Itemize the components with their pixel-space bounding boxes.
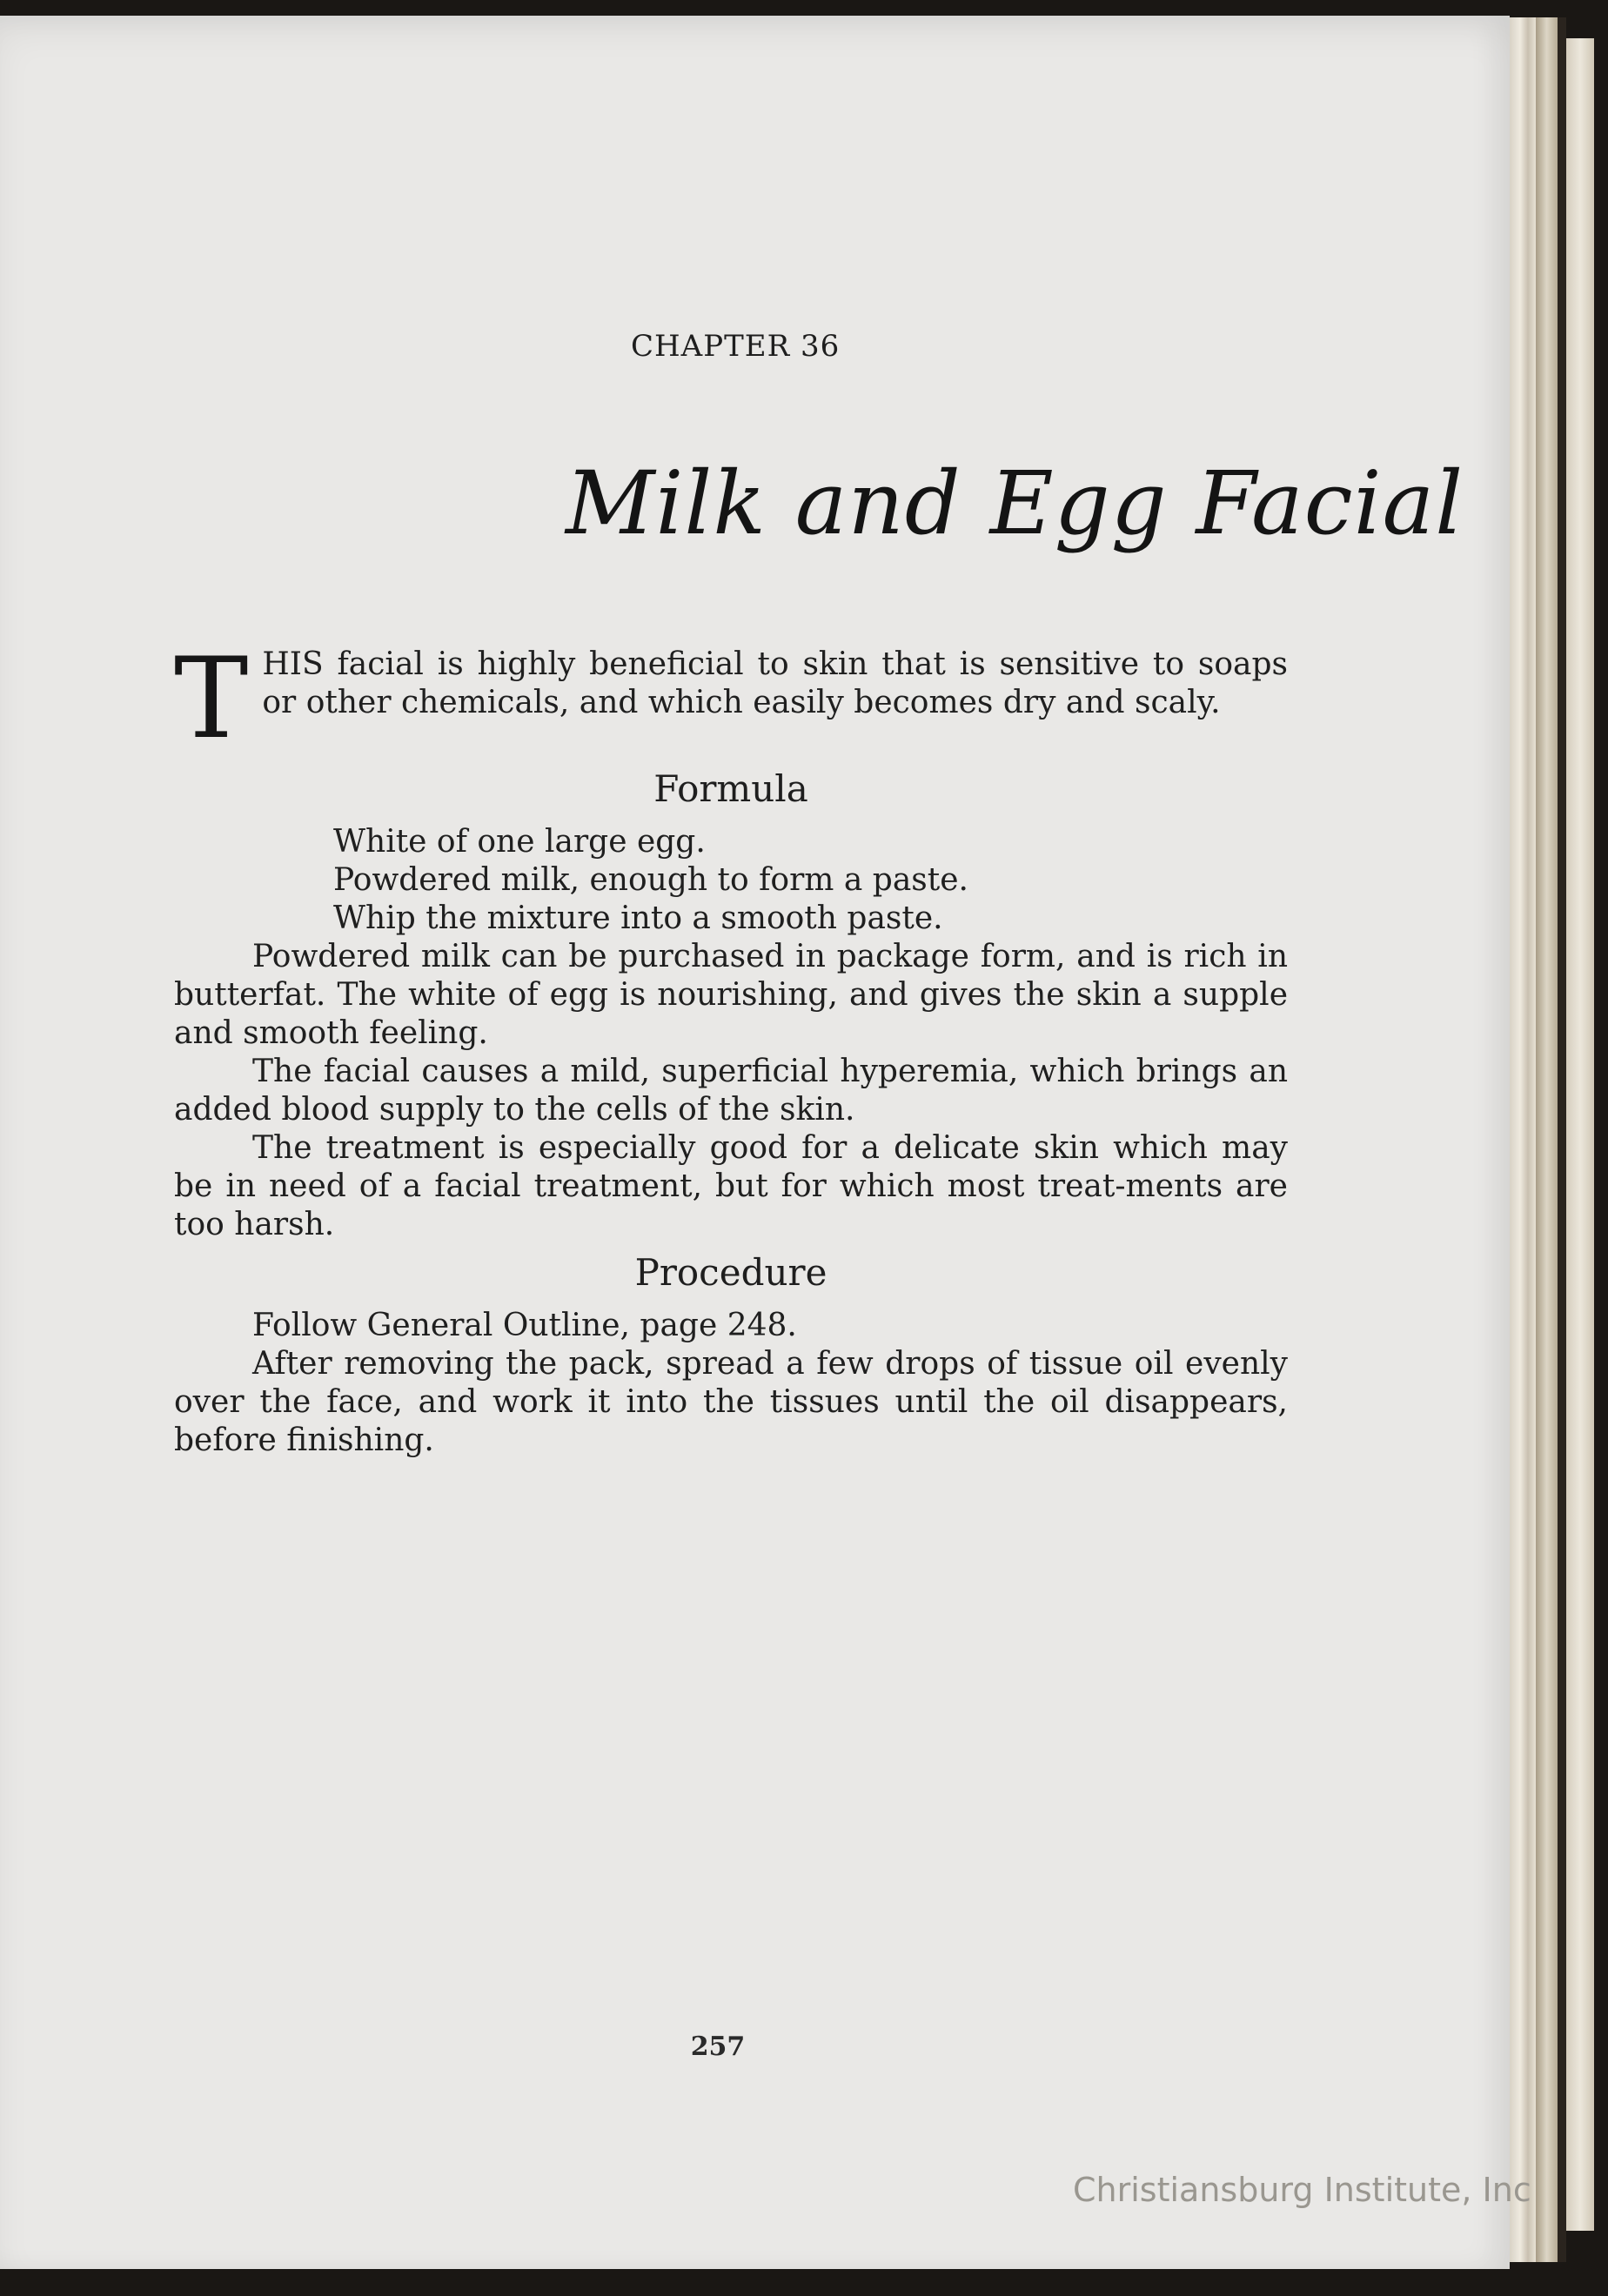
page-edges (1510, 17, 1536, 2262)
formula-item: Whip the mixture into a smooth paste. (333, 900, 943, 936)
procedure-paragraph: Follow General Outline, page 248. (252, 1308, 797, 1343)
binding-gap (1558, 17, 1566, 2262)
watermark-text: Christiansburg Institute, Inc (1073, 2171, 1531, 2209)
formula-item: White of one large egg. (333, 824, 706, 860)
intro-text: HIS facial is highly beneficial to skin that is sensitive to soaps or other chemicals, and which easily becomes dry and scaly. (262, 646, 1288, 720)
formula-section (174, 823, 1288, 1244)
page-number: 257 (690, 2032, 746, 2062)
formula-paragraph: The treatment is especially good for a delicate skin which may be in need of a facial treatment, but for which most treat-ments are too harsh. (174, 1130, 1288, 1242)
procedure-section (174, 1307, 1288, 1460)
page-edges (1536, 17, 1558, 2262)
chapter-label: CHAPTER 36 (631, 329, 841, 364)
book-cover-edge (1566, 38, 1594, 2231)
formula-item: Powdered milk, enough to form a paste. (333, 862, 968, 898)
formula-heading: Formula (653, 767, 808, 810)
drop-cap: T (174, 634, 249, 764)
procedure-paragraph: After removing the pack, spread a few drops of tissue oil evenly over the face, and work it into the tissues until the oil disappears, before finishing. (174, 1346, 1288, 1458)
formula-paragraph: Powdered milk can be purchased in package form, and is rich in butterfat. The white of egg is nourishing, and gives the skin a supple and smooth feeling. (174, 939, 1288, 1051)
procedure-heading: Procedure (634, 1251, 827, 1294)
formula-paragraph: The facial causes a mild, superficial hyperemia, which brings an added blood supply to the cells of the skin. (174, 1054, 1288, 1128)
intro-paragraph (174, 634, 1288, 764)
background-strip (1594, 17, 1608, 2262)
page-title: Milk and Egg Facial (566, 452, 1464, 554)
